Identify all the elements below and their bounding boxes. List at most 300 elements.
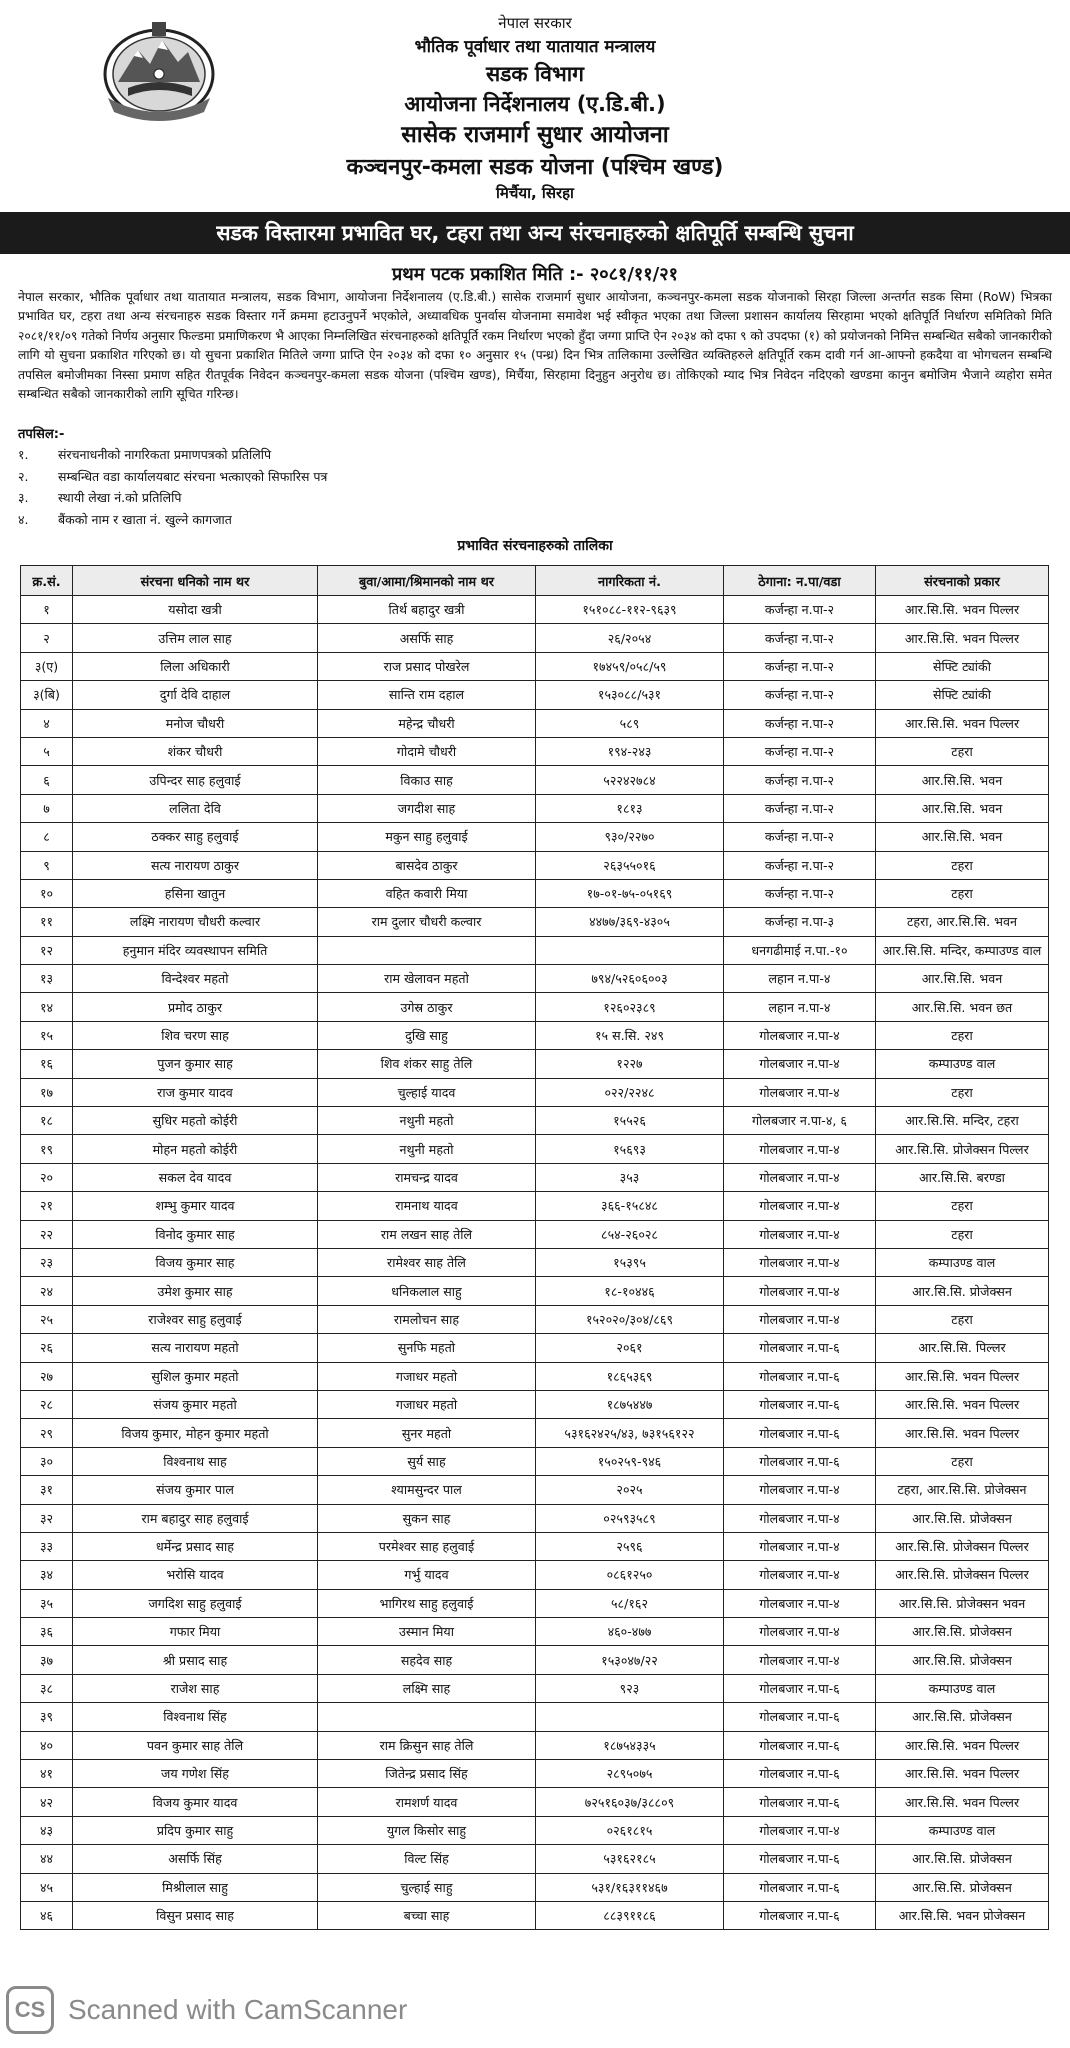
project-title: सासेक राजमार्ग सुधार आयोजना <box>401 122 669 148</box>
cell-structure-type: सेफ्टि ट्यांकी <box>876 652 1049 680</box>
cell-citizenship-no: ५८/१६२ <box>536 1589 724 1617</box>
cell-serial: ३(बि) <box>21 681 73 709</box>
cell-relative-name <box>318 1703 536 1731</box>
cell-structure-type: टहरा <box>876 1192 1049 1220</box>
table-row <box>21 766 1049 794</box>
cell-address: गोलबजार न.पा-६ <box>724 1447 876 1475</box>
cell-serial: १२ <box>21 936 73 964</box>
cell-structure-type: आर.सि.सि. प्रोजेक्सन <box>876 1618 1049 1646</box>
cell-relative-name: परमेश्वर साह हलुवाई <box>318 1532 536 1560</box>
table-row <box>21 1731 1049 1759</box>
cell-address: गोलबजार न.पा-६ <box>724 1873 876 1901</box>
office-location: मिर्चैया, सिरहा <box>496 184 574 202</box>
cell-citizenship-no: १५०२५९-९४६ <box>536 1447 724 1475</box>
cell-address: गोलबजार न.पा-४ <box>724 1618 876 1646</box>
cell-citizenship-no: २५९६ <box>536 1532 724 1560</box>
cell-relative-name: तिर्थ बहादुर खत्री <box>318 596 536 624</box>
cell-address: कर्जन्हा न.पा-२ <box>724 709 876 737</box>
cell-relative-name: राज प्रसाद पोखरेल <box>318 652 536 680</box>
cell-relative-name: राम क्रिसुन साह तेलि <box>318 1731 536 1759</box>
directorate-title: आयोजना निर्देशनालय (ए.डि.बी.) <box>404 92 666 116</box>
cell-serial: २ <box>21 624 73 652</box>
cell-owner-name: मोहन महतो कोईरी <box>73 1135 318 1163</box>
cell-owner-name: श्री प्रसाद साह <box>73 1646 318 1674</box>
cell-structure-type: आर.सि.सि. प्रोजेक्सन <box>876 1646 1049 1674</box>
cell-relative-name: उगेस्र ठाकुर <box>318 993 536 1021</box>
cell-address: गोलबजार न.पा-४ <box>724 1532 876 1560</box>
table-row <box>21 1589 1049 1617</box>
cell-citizenship-no: १८७५४४७ <box>536 1390 724 1418</box>
cell-citizenship-no: १५२०२०/३०४/८६९ <box>536 1305 724 1333</box>
cell-relative-name: रामेश्वर साह तेलि <box>318 1248 536 1276</box>
table-row <box>21 1476 1049 1504</box>
cell-citizenship-no: ३५३ <box>536 1163 724 1191</box>
cell-relative-name: चुल्हाई यादव <box>318 1078 536 1106</box>
cell-relative-name: दुखि साहु <box>318 1021 536 1049</box>
cell-address: गोलबजार न.पा-६ <box>724 1674 876 1702</box>
cell-owner-name: राजेश साह <box>73 1674 318 1702</box>
header-citizenship-no: नागरिकता नं. <box>536 566 724 596</box>
cell-address: कर्जन्हा न.पा-३ <box>724 908 876 936</box>
cell-structure-type: आर.सि.सि. भवन पिल्लर <box>876 1362 1049 1390</box>
table-row <box>21 1504 1049 1532</box>
table-title: प्रभावित संरचनाहरुको तालिका <box>457 538 613 554</box>
list-item: ४. बैंकको नाम र खाता नं. खुल्ने कागजात <box>18 511 232 527</box>
cell-relative-name: युगल किसोर साहु <box>318 1816 536 1844</box>
cell-serial: ३७ <box>21 1646 73 1674</box>
cell-structure-type: कम्पाउण्ड वाल <box>876 1248 1049 1276</box>
table-row <box>21 1050 1049 1078</box>
cell-relative-name: गर्भु यादव <box>318 1561 536 1589</box>
cell-structure-type: टहरा <box>876 851 1049 879</box>
cell-owner-name: हनुमान मंदिर व्यवस्थापन समिति <box>73 936 318 964</box>
cell-relative-name: जितेन्द्र प्रसाद सिंह <box>318 1760 536 1788</box>
watermark-text: Scanned with CamScanner <box>68 1994 408 2025</box>
cell-structure-type: कम्पाउण्ड वाल <box>876 1816 1049 1844</box>
ministry-title: भौतिक पूर्वाधार तथा यातायात मन्त्रालय <box>414 37 656 57</box>
list-item: ३. स्थायी लेखा नं.को प्रतिलिपि <box>18 490 182 505</box>
cell-serial: ३१ <box>21 1476 73 1504</box>
cell-address: गोलबजार न.पा-४ <box>724 1561 876 1589</box>
table-row <box>21 624 1049 652</box>
cell-relative-name: रामशर्ण यादव <box>318 1788 536 1816</box>
cell-structure-type: आर.सि.सि. प्रोजेक्सन भवन <box>876 1589 1049 1617</box>
cell-citizenship-no: १७४५९/०५८/५९ <box>536 652 724 680</box>
road-project-title: कञ्चनपुर-कमला सडक योजना (पश्चिम खण्ड) <box>346 155 724 180</box>
cell-owner-name: असर्फि सिंह <box>73 1845 318 1873</box>
cell-address: कर्जन्हा न.पा-२ <box>724 766 876 794</box>
cell-serial: २६ <box>21 1334 73 1362</box>
cell-serial: १९ <box>21 1135 73 1163</box>
cell-address: गोलबजार न.पा-४ <box>724 1476 876 1504</box>
cell-structure-type: आर.सि.सि. भवन <box>876 965 1049 993</box>
cell-serial: २२ <box>21 1220 73 1248</box>
cell-serial: ३२ <box>21 1504 73 1532</box>
cell-address: गोलबजार न.पा-६ <box>724 1362 876 1390</box>
cell-citizenship-no: १५५२६ <box>536 1107 724 1135</box>
cell-citizenship-no: ५२२४२७८४ <box>536 766 724 794</box>
cell-serial: ७ <box>21 794 73 822</box>
table-row <box>21 1873 1049 1901</box>
cell-serial: ६ <box>21 766 73 794</box>
cell-relative-name: सुनर महतो <box>318 1419 536 1447</box>
cell-address: गोलबजार न.पा-४ <box>724 1646 876 1674</box>
cell-structure-type: आर.सि.सि. भवन <box>876 794 1049 822</box>
cell-relative-name: विकाउ साह <box>318 766 536 794</box>
cell-structure-type: कम्पाउण्ड वाल <box>876 1674 1049 1702</box>
cell-serial: १६ <box>21 1050 73 1078</box>
cell-citizenship-no: ४४७७/३६९-४३०५ <box>536 908 724 936</box>
table-row <box>21 1419 1049 1447</box>
cell-relative-name: सुकन साह <box>318 1504 536 1532</box>
header-serial: क्र.सं. <box>21 566 73 596</box>
cell-serial: ४ <box>21 709 73 737</box>
cell-structure-type: टहरा, आर.सि.सि. प्रोजेक्सन <box>876 1476 1049 1504</box>
table-body <box>21 596 1049 1930</box>
cell-relative-name: लक्ष्मि साह <box>318 1674 536 1702</box>
cell-address: गोलबजार न.पा-६ <box>724 1703 876 1731</box>
cell-relative-name: शिव शंकर साहु तेलि <box>318 1050 536 1078</box>
table-row <box>21 1248 1049 1276</box>
cell-owner-name: शिव चरण साह <box>73 1021 318 1049</box>
cell-serial: ४१ <box>21 1760 73 1788</box>
cell-relative-name: सहदेव साह <box>318 1646 536 1674</box>
cell-structure-type: आर.सि.सि. प्रोजेक्सन <box>876 1277 1049 1305</box>
table-row <box>21 709 1049 737</box>
cell-structure-type: आर.सि.सि. प्रोजेक्सन पिल्लर <box>876 1135 1049 1163</box>
table-row <box>21 737 1049 765</box>
requirements-list <box>18 444 618 530</box>
cell-citizenship-no: ९२३ <box>536 1674 724 1702</box>
table-row <box>21 1362 1049 1390</box>
cell-citizenship-no: १५३०८८/५३१ <box>536 681 724 709</box>
table-row <box>21 681 1049 709</box>
cell-structure-type: टहरा <box>876 879 1049 907</box>
cell-serial: २५ <box>21 1305 73 1333</box>
cell-structure-type: आर.सि.सि. प्रोजेक्सन <box>876 1703 1049 1731</box>
cell-serial: ४६ <box>21 1901 73 1929</box>
cell-relative-name: सान्ति राम दहाल <box>318 681 536 709</box>
cell-structure-type: आर.सि.सि. भवन पिल्लर <box>876 1731 1049 1759</box>
cell-address: लहान न.पा-४ <box>724 993 876 1021</box>
cell-relative-name: सुर्य साह <box>318 1447 536 1475</box>
cell-serial: १ <box>21 596 73 624</box>
header-address: ठेगाना: न.पा/वडा <box>724 566 876 596</box>
cell-citizenship-no: १८६५३६९ <box>536 1362 724 1390</box>
cell-citizenship-no: ९३०/२२७० <box>536 823 724 851</box>
cell-citizenship-no: ५३१६२१८५ <box>536 1845 724 1873</box>
cell-citizenship-no: ५३१६२४२५/४३, ७३१५६१२२ <box>536 1419 724 1447</box>
cell-structure-type: आर.सि.सि. प्रोजेक्सन पिल्लर <box>876 1561 1049 1589</box>
cell-owner-name: सुधिर महतो कोईरी <box>73 1107 318 1135</box>
cell-citizenship-no: १९४-२४३ <box>536 737 724 765</box>
cell-citizenship-no: २८९५०७५ <box>536 1760 724 1788</box>
cell-address: गोलबजार न.पा-४ <box>724 1248 876 1276</box>
cell-address: कर्जन्हा न.पा-२ <box>724 681 876 709</box>
cell-serial: ३३ <box>21 1532 73 1560</box>
cell-structure-type: टहरा <box>876 1078 1049 1106</box>
table-header-row <box>21 566 1049 596</box>
department-title: सडक विभाग <box>485 62 584 86</box>
cell-serial: ३८ <box>21 1674 73 1702</box>
cell-serial: १० <box>21 879 73 907</box>
cell-address: गोलबजार न.पा-६ <box>724 1390 876 1418</box>
cell-citizenship-no: ७९४/५२६०६००३ <box>536 965 724 993</box>
cell-address: गोलबजार न.पा-४, ६ <box>724 1107 876 1135</box>
cell-serial: २० <box>21 1163 73 1191</box>
cell-address: गोलबजार न.पा-६ <box>724 1731 876 1759</box>
cell-address: गोलबजार न.पा-४ <box>724 1504 876 1532</box>
cell-relative-name: नथुनी महतो <box>318 1135 536 1163</box>
table-row <box>21 1646 1049 1674</box>
cell-structure-type: आर.सि.सि. भवन <box>876 823 1049 851</box>
cell-serial: ११ <box>21 908 73 936</box>
cell-structure-type: टहरा <box>876 1305 1049 1333</box>
cell-serial: २९ <box>21 1419 73 1447</box>
cell-structure-type: आर.सि.सि. भवन छत <box>876 993 1049 1021</box>
cell-owner-name: विनोद कुमार साह <box>73 1220 318 1248</box>
cell-serial: ४४ <box>21 1845 73 1873</box>
cell-citizenship-no: १८१३ <box>536 794 724 822</box>
cell-owner-name: संजय कुमार पाल <box>73 1476 318 1504</box>
table-row <box>21 1760 1049 1788</box>
cell-serial: १४ <box>21 993 73 1021</box>
cell-relative-name: राम खेलावन महतो <box>318 965 536 993</box>
cell-serial: २१ <box>21 1192 73 1220</box>
cell-relative-name: जगदीश साह <box>318 794 536 822</box>
cell-structure-type: आर.सि.सि. भवन पिल्लर <box>876 1390 1049 1418</box>
table-row <box>21 1532 1049 1560</box>
cell-address: गोलबजार न.पा-४ <box>724 1277 876 1305</box>
cell-citizenship-no: २६३५५०१६ <box>536 851 724 879</box>
table-row <box>21 1618 1049 1646</box>
cell-structure-type: आर.सि.सि. प्रोजेक्सन पिल्लर <box>876 1532 1049 1560</box>
cell-serial: ४५ <box>21 1873 73 1901</box>
cell-owner-name: विन्देश्वर महतो <box>73 965 318 993</box>
cell-relative-name: गोदामे चौधरी <box>318 737 536 765</box>
cell-relative-name: बच्चा साह <box>318 1901 536 1929</box>
cell-address: गोलबजार न.पा-४ <box>724 1220 876 1248</box>
cell-owner-name: सत्य नारायण ठाकुर <box>73 851 318 879</box>
cell-structure-type: आर.सि.सि. मन्दिर, टहरा <box>876 1107 1049 1135</box>
cell-owner-name: दुर्गा देवि दाहाल <box>73 681 318 709</box>
cell-citizenship-no: ५८९ <box>536 709 724 737</box>
cell-owner-name: राम बहादुर साह हलुवाई <box>73 1504 318 1532</box>
cell-citizenship-no <box>536 1703 724 1731</box>
cell-address: कर्जन्हा न.पा-२ <box>724 794 876 822</box>
table-row <box>21 1305 1049 1333</box>
cell-owner-name: धर्मेन्द्र प्रसाद साह <box>73 1532 318 1560</box>
cell-owner-name: ठक्कर साहु हलुवाई <box>73 823 318 851</box>
requirements-heading: तपसिल:- <box>18 427 65 442</box>
table-row <box>21 1277 1049 1305</box>
cell-citizenship-no: १८७५४३३५ <box>536 1731 724 1759</box>
table-row <box>21 1021 1049 1049</box>
notice-body: नेपाल सरकार, भौतिक पूर्वाधार तथा यातायात मन्त्रालय, सडक विभाग, आयोजना निर्देशनालय (ए.डि.बी.) सासेक राजमार्ग सुधार आयोजना, कञ्चनपुर-कमला सडक योजनाको सिरहा जिल्ला अन्तर्गत सडक सिमा (RoW) भित्रका प्रभावित घर, टहरा तथा अन्य संरचनाहरु सडक विस्तार गर्ने क्रममा हटाउनुपर्ने भएकोले, अध्यावधिक पुनर्वास योजनामा समावेश भई स्वीकृत भएका तथा जिल्ला प्रशासन कार्यालय सिरहामा भएको क्षतिपूर्ति निर्धारण समितिको मिति २०८१/११/०९ गतेको निर्णय अनुसार फिल्डमा प्रमाणिकरण भै आएका निम्नलिखित संरचनाहरुको क्षतिपूर्ति रकम निर्धारण भएको हुँदा जग्गा प्राप्ति ऐन २०३४ को दफा ९ को उपदफा (१) को प्रयोजनको निमित्त सम्बन्धित सबैको जानकारीको लागि यो सुचना प्रकाशित गरिएको छ। यो सुचना प्रकाशित मितिले जग्गा प्राप्ति ऐन २०३४ को दफा १० अनुसार १५ (पन्ध्र) दिन भित्र तालिकामा उल्लेखित व्यक्तिहरुले क्षतिपूर्ति रकम दावी गर्न आ-आफ्नो हकदैया वा भोगचलन सम्बन्धि तपसिल बमोजीमका निस्सा प्रमाण सहित रीतपूर्वक निवेदन कञ्चनपुर-कमला सडक योजना (पश्चिम खण्ड), मिर्चैया, सिरहामा दिनुहुन अनुरोध छ। तोकिएको म्याद भित्र निवेदन नदिएको खण्डमा कानुन बमोजिम भैजाने व्यहोरा समेत सम्बन्धित सबैको जानकारीको लागि सूचित गरिन्छ। <box>18 290 1052 402</box>
cell-serial: ९ <box>21 851 73 879</box>
cell-structure-type: टहरा <box>876 1220 1049 1248</box>
cell-serial: २४ <box>21 1277 73 1305</box>
cell-citizenship-no: ५३१/१६३११४६७ <box>536 1873 724 1901</box>
cell-relative-name: असर्फि साह <box>318 624 536 652</box>
cell-structure-type: आर.सि.सि. भवन पिल्लर <box>876 596 1049 624</box>
table-row <box>21 1334 1049 1362</box>
cell-relative-name: नथुनी महतो <box>318 1107 536 1135</box>
cell-serial: ४३ <box>21 1816 73 1844</box>
cell-structure-type: आर.सि.सि. प्रोजेक्सन <box>876 1845 1049 1873</box>
cell-relative-name: रामनाथ यादव <box>318 1192 536 1220</box>
table-row <box>21 1192 1049 1220</box>
cell-relative-name: राम लखन साह तेलि <box>318 1220 536 1248</box>
cell-owner-name: लक्ष्मि नारायण चौधरी कल्वार <box>73 908 318 936</box>
cell-owner-name: सुशिल कुमार महतो <box>73 1362 318 1390</box>
table-row <box>21 1674 1049 1702</box>
cell-relative-name: भागिरथ साहु हलुवाई <box>318 1589 536 1617</box>
cell-citizenship-no: २०२५ <box>536 1476 724 1504</box>
cell-structure-type: आर.सि.सि. प्रोजेक्सन <box>876 1873 1049 1901</box>
cell-owner-name: ललिता देवि <box>73 794 318 822</box>
cell-address: गोलबजार न.पा-६ <box>724 1419 876 1447</box>
cell-owner-name: सकल देव यादव <box>73 1163 318 1191</box>
table-row <box>21 1845 1049 1873</box>
cell-serial: २७ <box>21 1362 73 1390</box>
cell-citizenship-no: १२६०२३८९ <box>536 993 724 1021</box>
cell-relative-name: महेन्द्र चौधरी <box>318 709 536 737</box>
cell-relative-name: रामचन्द्र यादव <box>318 1163 536 1191</box>
cell-structure-type: आर.सि.सि. भवन पिल्लर <box>876 709 1049 737</box>
table-row <box>21 1447 1049 1475</box>
cell-owner-name: शंकर चौधरी <box>73 737 318 765</box>
cell-relative-name: सुनफि महतो <box>318 1334 536 1362</box>
affected-structures-table <box>20 565 1049 1930</box>
cell-address: धनगढीमाई न.पा.-१० <box>724 936 876 964</box>
cell-citizenship-no: १२२७ <box>536 1050 724 1078</box>
cell-address: कर्जन्हा न.पा-२ <box>724 624 876 652</box>
cell-relative-name: श्यामसुन्दर पाल <box>318 1476 536 1504</box>
header-owner-name: संरचना धनिको नाम थर <box>73 566 318 596</box>
cell-address: गोलबजार न.पा-४ <box>724 1816 876 1844</box>
cell-owner-name: जगदिश साहु हलुवाई <box>73 1589 318 1617</box>
table-row <box>21 596 1049 624</box>
cell-relative-name: राम दुलार चौधरी कल्वार <box>318 908 536 936</box>
cell-owner-name: हसिना खातुन <box>73 879 318 907</box>
cell-owner-name: गफार मिया <box>73 1618 318 1646</box>
cell-address: कर्जन्हा न.पा-२ <box>724 596 876 624</box>
table-row <box>21 908 1049 936</box>
cell-address: कर्जन्हा न.पा-२ <box>724 652 876 680</box>
cell-serial: ४२ <box>21 1788 73 1816</box>
notice-banner: सडक विस्तारमा प्रभावित घर, टहरा तथा अन्य संरचनाहरुको क्षतिपूर्ति सम्बन्धि सुचना <box>0 212 1070 254</box>
cell-structure-type: आर.सि.सि. भवन पिल्लर <box>876 1419 1049 1447</box>
cell-structure-type: आर.सि.सि. भवन <box>876 766 1049 794</box>
cell-address: गोलबजार न.पा-४ <box>724 1050 876 1078</box>
table-row <box>21 1107 1049 1135</box>
cell-serial: ३९ <box>21 1703 73 1731</box>
cell-address: गोलबजार न.पा-४ <box>724 1021 876 1049</box>
table-row <box>21 652 1049 680</box>
cell-serial: ३५ <box>21 1589 73 1617</box>
cell-serial: १७ <box>21 1078 73 1106</box>
table-row <box>21 936 1049 964</box>
cell-serial: ४० <box>21 1731 73 1759</box>
cell-relative-name: गजाधर महतो <box>318 1390 536 1418</box>
cell-structure-type: आर.सि.सि. पिल्लर <box>876 1334 1049 1362</box>
cell-address: कर्जन्हा न.पा-२ <box>724 823 876 851</box>
list-item: २. सम्बन्धित वडा कार्यालयबाट संरचना भत्काएको सिफारिस पत्र <box>18 468 328 484</box>
cell-serial: २३ <box>21 1248 73 1276</box>
cell-owner-name: उपिन्दर साह हलुवाई <box>73 766 318 794</box>
table-row <box>21 823 1049 851</box>
cell-citizenship-no: ३६६-१५८४८ <box>536 1192 724 1220</box>
cell-structure-type: टहरा <box>876 1447 1049 1475</box>
cell-serial: १३ <box>21 965 73 993</box>
cell-citizenship-no: ८८३९११८६ <box>536 1901 724 1929</box>
cell-owner-name: जय गणेश सिंह <box>73 1760 318 1788</box>
table-row <box>21 794 1049 822</box>
cell-citizenship-no <box>536 936 724 964</box>
cell-address: गोलबजार न.पा-४ <box>724 1305 876 1333</box>
cell-owner-name: विश्वनाथ सिंह <box>73 1703 318 1731</box>
cell-citizenship-no: ०२२/२२४८ <box>536 1078 724 1106</box>
list-item: १. संरचनाधनीको नागरिकता प्रमाणपत्रको प्रतिलिपि <box>18 447 272 462</box>
header-relative-name: बुवा/आमा/श्रिमानको नाम थर <box>318 566 536 596</box>
cell-citizenship-no: १५३९५ <box>536 1248 724 1276</box>
cell-relative-name <box>318 936 536 964</box>
cell-citizenship-no: ०२६१८१५ <box>536 1816 724 1844</box>
cell-structure-type: आर.सि.सि. भवन पिल्लर <box>876 624 1049 652</box>
cell-owner-name: मिश्रीलाल साहु <box>73 1873 318 1901</box>
cell-address: कर्जन्हा न.पा-२ <box>724 879 876 907</box>
cell-structure-type: कम्पाउण्ड वाल <box>876 1050 1049 1078</box>
cell-citizenship-no: २६/२०५४ <box>536 624 724 652</box>
cell-relative-name: उस्मान मिया <box>318 1618 536 1646</box>
cell-structure-type: आर.सि.सि. भवन पिल्लर <box>876 1788 1049 1816</box>
table-row <box>21 1788 1049 1816</box>
cell-serial: १५ <box>21 1021 73 1049</box>
cell-relative-name: बासदेव ठाकुर <box>318 851 536 879</box>
cell-relative-name: धनिकलाल साहु <box>318 1277 536 1305</box>
cell-owner-name: प्रदिप कुमार साहु <box>73 1816 318 1844</box>
table-row <box>21 1390 1049 1418</box>
cell-owner-name: विजय कुमार यादव <box>73 1788 318 1816</box>
cell-relative-name: गजाधर महतो <box>318 1362 536 1390</box>
cell-owner-name: राजेश्वर साहु हलुवाई <box>73 1305 318 1333</box>
cell-serial: ३(ए) <box>21 652 73 680</box>
govt-title: नेपाल सरकार <box>498 14 572 32</box>
cell-citizenship-no: १५१०८८-११२-९६३९ <box>536 596 724 624</box>
camscanner-logo-icon: CS <box>6 1986 54 2034</box>
cell-owner-name: मनोज चौधरी <box>73 709 318 737</box>
table-row <box>21 1703 1049 1731</box>
cell-relative-name: चुल्हाई साहु <box>318 1873 536 1901</box>
cell-structure-type: आर.सि.सि. मन्दिर, कम्पाउण्ड वाल <box>876 936 1049 964</box>
cell-owner-name: लिला अधिकारी <box>73 652 318 680</box>
cell-citizenship-no: १७-०१-७५-०५१६९ <box>536 879 724 907</box>
scanner-watermark <box>6 1986 426 2038</box>
table-row <box>21 1163 1049 1191</box>
cell-owner-name: प्रमोद ठाकुर <box>73 993 318 1021</box>
cell-serial: ५ <box>21 737 73 765</box>
cell-structure-type: टहरा, आर.सि.सि. भवन <box>876 908 1049 936</box>
cell-address: कर्जन्हा न.पा-२ <box>724 851 876 879</box>
header-structure-type: संरचनाको प्रकार <box>876 566 1049 596</box>
cell-owner-name: राज कुमार यादव <box>73 1078 318 1106</box>
cell-relative-name: रामलोचन साह <box>318 1305 536 1333</box>
cell-address: गोलबजार न.पा-६ <box>724 1788 876 1816</box>
table-row <box>21 993 1049 1021</box>
cell-structure-type: आर.सि.सि. प्रोजेक्सन <box>876 1504 1049 1532</box>
cell-owner-name: विसुन प्रसाद साह <box>73 1901 318 1929</box>
